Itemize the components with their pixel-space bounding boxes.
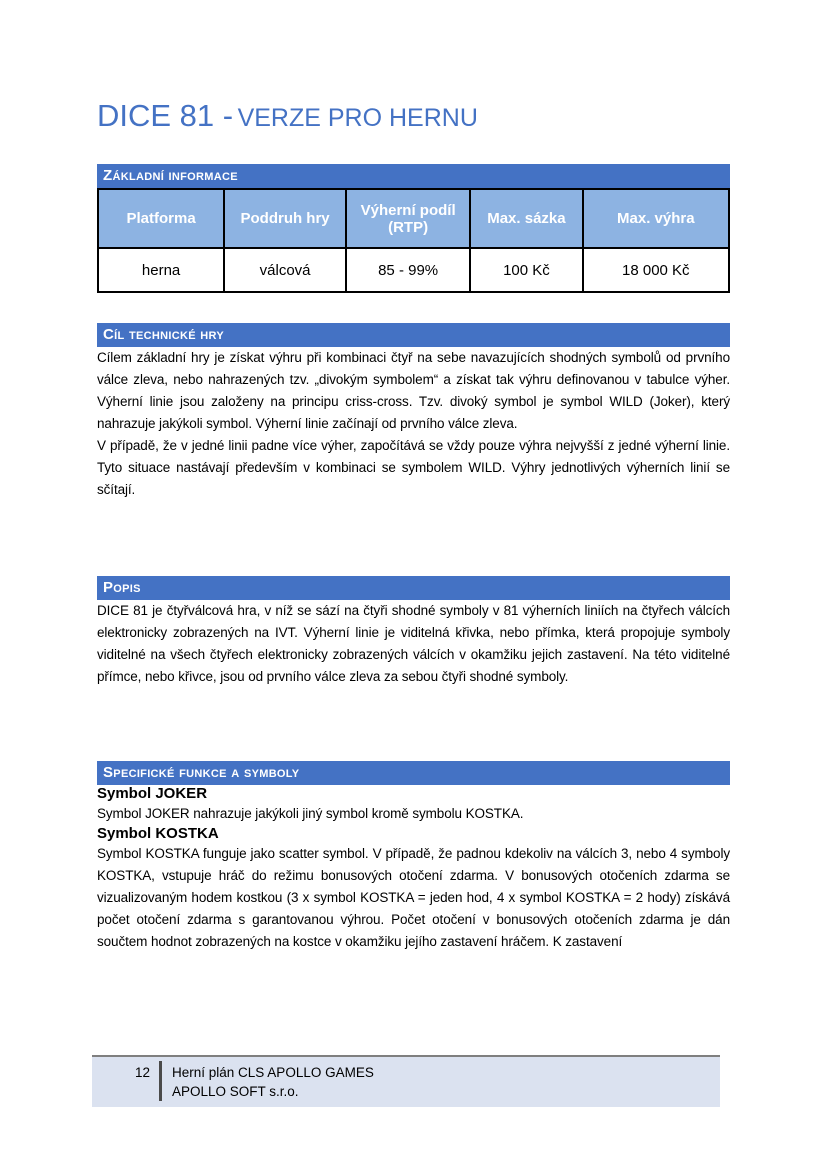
section-header-basic-info: Základní informace xyxy=(97,164,730,188)
table-cell-max-sazka: 100 Kč xyxy=(470,248,582,292)
table-cell-poddruh: válcová xyxy=(224,248,346,292)
table-header-platforma: Platforma xyxy=(98,189,224,248)
section-header-description: Popis xyxy=(97,576,730,600)
goal-paragraph-2: V případě, že v jedné linii padne více výher, započítává se vždy pouze výhra nejvyšší z jedné výherní linie. Tyto situace nastávají především v kombinaci se symbolem WILD. Výhry jednotlivých výherních linií se sčítají. xyxy=(97,438,730,497)
footer-page-number: 12 xyxy=(134,1065,150,1080)
table-cell-max-vyhra: 18 000 Kč xyxy=(583,248,729,292)
page-title-sub: VERZE PRO HERNU xyxy=(237,104,478,132)
page-title-main: DICE 81 - xyxy=(97,98,234,133)
footer-text xyxy=(172,1061,374,1101)
table-cell-platforma: herna xyxy=(98,248,224,292)
section-basic-info xyxy=(97,164,730,293)
section-goal xyxy=(97,323,730,501)
table-row xyxy=(98,248,729,292)
section-description xyxy=(97,576,730,688)
footer-line-2: APOLLO SOFT s.r.o. xyxy=(172,1084,299,1099)
footer-line-1: Herní plán CLS APOLLO GAMES xyxy=(172,1065,374,1080)
description-paragraph: DICE 81 je čtyřválcová hra, v níž se sází na čtyři shodné symboly v 81 výherních liniích na čtyřech válcích elektronicky zobrazených na IVT. Výherní linie je viditelná křivka, nebo přímka, která propojuje symboly viditelné na všech čtyřech elektronicky zobrazených válcích v okamžiku jejich zastavení. Na této viditelné přímce, nebo křivce, jsou od prvního válce zleva za sebou čtyři shodné symboly. xyxy=(97,603,730,684)
footer-divider xyxy=(159,1061,162,1101)
table-header-max-vyhra: Max. výhra xyxy=(583,189,729,248)
goal-paragraph-1: Cílem základní hry je získat výhru při kombinaci čtyř na sebe navazujících shodných symbolů od prvního válce zleva, nebo nahrazených tzv. „divokým symbolem“ a získat tak výhru definovanou v tabulce výher. Výherní linie jsou založeny na principu criss-cross. Tzv. divoký symbol je symbol WILD (Joker), který nahrazuje jakýkoli symbol. Výherní linie začínají od prvního válce zleva. xyxy=(97,350,730,431)
joker-paragraph: Symbol JOKER nahrazuje jakýkoli jiný symbol kromě symbolu KOSTKA. xyxy=(97,806,524,821)
table-header-row xyxy=(98,189,729,248)
table-cell-rtp: 85 - 99% xyxy=(346,248,470,292)
table-header-poddruh: Poddruh hry xyxy=(224,189,346,248)
section-header-goal: Cíl technické hry xyxy=(97,323,730,347)
kostka-heading: Symbol KOSTKA xyxy=(97,825,219,842)
table-header-rtp: Výherní podíl (RTP) xyxy=(346,189,470,248)
kostka-paragraph: Symbol KOSTKA funguje jako scatter symbol. V případě, že padnou kdekoliv na válcích 3, nebo 4 symboly KOSTKA, vstupuje hráč do režimu bonusových otočení zdarma. V bonusových otočeních zdarma se vizualizovaným hodem kostkou (3 x symbol KOSTKA = jeden hod, 4 x symbol KOSTKA = 2 hody) získává počet otočení zdarma s garantovanou výhrou. Počet otočení v bonusových otočeních zdarma je dán součtem hodnot zobrazených na kostce v okamžiku jejího zastavení hráčem. K zastavení xyxy=(97,846,730,949)
section-header-functions: Specifické funkce a symboly xyxy=(97,761,730,785)
page-footer xyxy=(92,1055,720,1107)
page-title xyxy=(97,96,730,142)
joker-heading: Symbol JOKER xyxy=(97,785,208,802)
section-functions xyxy=(97,761,730,953)
table-header-max-sazka: Max. sázka xyxy=(470,189,582,248)
basic-info-table xyxy=(97,188,730,293)
